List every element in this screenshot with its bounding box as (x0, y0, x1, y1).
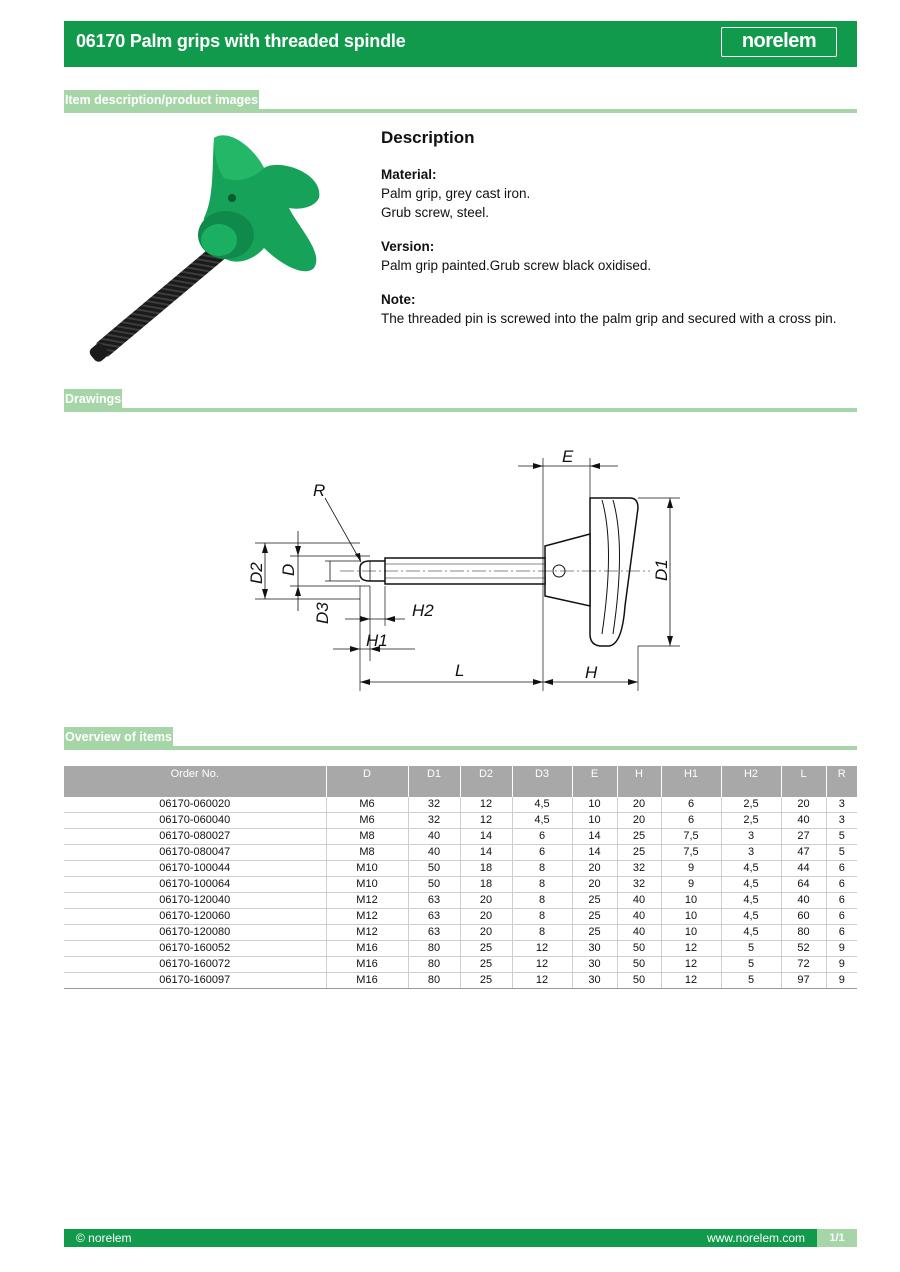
column-header: D3 (512, 766, 572, 797)
table-cell: 6 (826, 893, 857, 909)
order-number-cell: 06170-160072 (64, 957, 326, 973)
section-label-item-description: Item description/product images (64, 90, 259, 112)
table-cell: 4,5 (721, 909, 781, 925)
table-cell: 50 (408, 861, 460, 877)
website-link[interactable]: www.norelem.com (706, 1231, 805, 1245)
version-label: Version: (381, 239, 435, 254)
table-cell: 72 (781, 957, 826, 973)
table-cell: 18 (460, 861, 512, 877)
table-cell: 10 (661, 909, 721, 925)
table-cell: 9 (661, 861, 721, 877)
table-cell: 32 (408, 813, 460, 829)
table-cell: 7,5 (661, 845, 721, 861)
table-cell: 6 (661, 797, 721, 813)
table-cell: M16 (326, 941, 408, 957)
table-cell: 64 (781, 877, 826, 893)
column-header: H1 (661, 766, 721, 797)
table-cell: 12 (512, 973, 572, 989)
table-cell: 20 (460, 925, 512, 941)
table-cell: 25 (572, 925, 617, 941)
table-row (64, 893, 857, 909)
order-number-cell: 06170-100064 (64, 877, 326, 893)
table-row (64, 973, 857, 989)
order-number-cell: 06170-120080 (64, 925, 326, 941)
table-cell: 10 (661, 925, 721, 941)
order-number-cell: 06170-120060 (64, 909, 326, 925)
page-number: 1/1 (817, 1229, 857, 1247)
items-table (64, 766, 857, 989)
dim-label-H1: H1 (366, 631, 388, 650)
table-cell: 25 (460, 941, 512, 957)
column-header: Order No. (64, 766, 326, 797)
section-divider (64, 109, 857, 113)
table-cell: 10 (661, 893, 721, 909)
table-cell: 60 (781, 909, 826, 925)
table-cell: 32 (408, 797, 460, 813)
table-cell: 63 (408, 925, 460, 941)
table-cell: 8 (512, 861, 572, 877)
column-header: D (326, 766, 408, 797)
page-title: 06170 Palm grips with threaded spindle (76, 31, 406, 51)
section-label-drawings: Drawings (64, 389, 122, 411)
table-cell: 4,5 (721, 893, 781, 909)
table-cell: 25 (617, 829, 661, 845)
table-cell: 20 (572, 877, 617, 893)
table-cell: 8 (512, 893, 572, 909)
table-cell: 9 (826, 957, 857, 973)
table-cell: 40 (408, 845, 460, 861)
table-cell: 52 (781, 941, 826, 957)
table-cell: M16 (326, 973, 408, 989)
table-cell: 80 (408, 941, 460, 957)
table-cell: 5 (721, 973, 781, 989)
table-cell: 63 (408, 909, 460, 925)
table-cell: 9 (826, 941, 857, 957)
material-label: Material: (381, 167, 437, 182)
table-cell: 12 (512, 957, 572, 973)
table-cell: 3 (721, 829, 781, 845)
table-cell: 20 (460, 893, 512, 909)
column-header: H2 (721, 766, 781, 797)
table-cell: 80 (408, 957, 460, 973)
table-cell: 25 (572, 909, 617, 925)
table-cell: 20 (617, 813, 661, 829)
table-header-row (64, 766, 857, 797)
table-cell: M12 (326, 925, 408, 941)
technical-drawing (230, 436, 710, 716)
table-cell: 44 (781, 861, 826, 877)
palm-grip (198, 135, 319, 271)
order-number-cell: 06170-080027 (64, 829, 326, 845)
table-cell: 5 (826, 829, 857, 845)
table-cell: 18 (460, 877, 512, 893)
table-row (64, 877, 857, 893)
dim-label-D2: D2 (247, 562, 266, 584)
table-cell: 4,5 (512, 813, 572, 829)
order-number-cell: 06170-160097 (64, 973, 326, 989)
table-cell: 12 (661, 957, 721, 973)
table-cell: 10 (572, 797, 617, 813)
table-cell: 6 (661, 813, 721, 829)
table-cell: 97 (781, 973, 826, 989)
table-cell: M10 (326, 861, 408, 877)
table-cell: 14 (572, 845, 617, 861)
table-cell: 50 (408, 877, 460, 893)
table-cell: 40 (617, 925, 661, 941)
table-cell: 12 (661, 973, 721, 989)
table-cell: 20 (460, 909, 512, 925)
section-divider (64, 746, 857, 750)
table-cell: 30 (572, 957, 617, 973)
table-cell: 12 (512, 941, 572, 957)
table-cell: 6 (826, 877, 857, 893)
norelem-logo: norelem (721, 27, 837, 57)
order-number-cell: 06170-060020 (64, 797, 326, 813)
table-cell: M8 (326, 829, 408, 845)
table-cell: 10 (572, 813, 617, 829)
table-row (64, 797, 857, 813)
table-cell: 80 (781, 925, 826, 941)
table-cell: 40 (781, 893, 826, 909)
table-row (64, 861, 857, 877)
table-cell: 5 (721, 941, 781, 957)
table-cell: 4,5 (721, 877, 781, 893)
dim-label-E: E (562, 447, 574, 466)
table-cell: 25 (460, 973, 512, 989)
section-divider (64, 408, 857, 412)
table-cell: 6 (826, 925, 857, 941)
table-cell: 8 (512, 925, 572, 941)
column-header: H (617, 766, 661, 797)
table-cell: M8 (326, 845, 408, 861)
table-row (64, 845, 857, 861)
table-row (64, 829, 857, 845)
table-cell: 25 (572, 893, 617, 909)
table-cell: 40 (408, 829, 460, 845)
table-cell: M12 (326, 909, 408, 925)
table-cell: 12 (460, 813, 512, 829)
section-label-overview: Overview of items (64, 727, 173, 749)
table-cell: 3 (826, 797, 857, 813)
table-cell: 80 (408, 973, 460, 989)
table-cell: 25 (617, 845, 661, 861)
table-cell: 25 (460, 957, 512, 973)
table-row (64, 813, 857, 829)
table-cell: M10 (326, 877, 408, 893)
description-panel (381, 128, 851, 343)
table-cell: 30 (572, 941, 617, 957)
table-cell: 4,5 (721, 861, 781, 877)
dim-label-H2: H2 (412, 601, 434, 620)
dim-label-H: H (585, 663, 598, 682)
table-cell: 40 (617, 909, 661, 925)
dim-label-R: R (313, 481, 326, 500)
table-cell: 4,5 (721, 925, 781, 941)
table-cell: 3 (826, 813, 857, 829)
order-number-cell: 06170-120040 (64, 893, 326, 909)
table-cell: 12 (460, 797, 512, 813)
table-cell: 2,5 (721, 797, 781, 813)
page-header (64, 21, 857, 67)
material-text: Grub screw, steel. (381, 205, 490, 220)
table-cell: 9 (826, 973, 857, 989)
order-number-cell: 06170-100044 (64, 861, 326, 877)
table-cell: 50 (617, 957, 661, 973)
table-cell: 40 (617, 893, 661, 909)
table-cell: 32 (617, 861, 661, 877)
table-cell: 6 (512, 829, 572, 845)
table-cell: 2,5 (721, 813, 781, 829)
column-header: D2 (460, 766, 512, 797)
table-row (64, 909, 857, 925)
order-number-cell: 06170-160052 (64, 941, 326, 957)
table-row (64, 957, 857, 973)
table-body (64, 797, 857, 989)
table-cell: 47 (781, 845, 826, 861)
table-cell: 4,5 (512, 797, 572, 813)
version-text: Palm grip painted.Grub screw black oxidised. (381, 258, 652, 273)
table-cell: M6 (326, 797, 408, 813)
table-cell: 50 (617, 941, 661, 957)
table-cell: 20 (781, 797, 826, 813)
table-cell: 9 (661, 877, 721, 893)
table-cell: 3 (721, 845, 781, 861)
table-cell: 32 (617, 877, 661, 893)
table-row (64, 941, 857, 957)
table-cell: 6 (826, 861, 857, 877)
table-cell: 63 (408, 893, 460, 909)
page-footer (64, 1229, 857, 1247)
order-number-cell: 06170-060040 (64, 813, 326, 829)
table-cell: 30 (572, 973, 617, 989)
table-cell: 12 (661, 941, 721, 957)
product-image (64, 128, 324, 368)
table-cell: 8 (512, 909, 572, 925)
dim-label-D1: D1 (652, 559, 671, 581)
table-cell: 40 (781, 813, 826, 829)
column-header: D1 (408, 766, 460, 797)
table-cell: 7,5 (661, 829, 721, 845)
column-header: R (826, 766, 857, 797)
table-cell: 14 (572, 829, 617, 845)
table-cell: 27 (781, 829, 826, 845)
table-row (64, 925, 857, 941)
material-text: Palm grip, grey cast iron. (381, 186, 531, 201)
copyright-text: © norelem (76, 1231, 132, 1245)
order-number-cell: 06170-080047 (64, 845, 326, 861)
column-header: L (781, 766, 826, 797)
table-cell: 8 (512, 877, 572, 893)
table-cell: 5 (826, 845, 857, 861)
dim-label-D: D (279, 563, 298, 576)
note-text: The threaded pin is screwed into the palm grip and secured with a cross pin. (381, 311, 837, 326)
table-cell: M16 (326, 957, 408, 973)
table-cell: M12 (326, 893, 408, 909)
table-cell: 50 (617, 973, 661, 989)
table-cell: 6 (826, 909, 857, 925)
column-header: E (572, 766, 617, 797)
dim-label-L: L (455, 661, 465, 680)
dim-label-D3: D3 (313, 602, 332, 624)
description-heading: Description (381, 128, 475, 147)
note-label: Note: (381, 292, 416, 307)
table-cell: M6 (326, 813, 408, 829)
table-cell: 5 (721, 957, 781, 973)
table-cell: 20 (572, 861, 617, 877)
table-cell: 6 (512, 845, 572, 861)
table-cell: 20 (617, 797, 661, 813)
table-cell: 14 (460, 845, 512, 861)
table-cell: 14 (460, 829, 512, 845)
